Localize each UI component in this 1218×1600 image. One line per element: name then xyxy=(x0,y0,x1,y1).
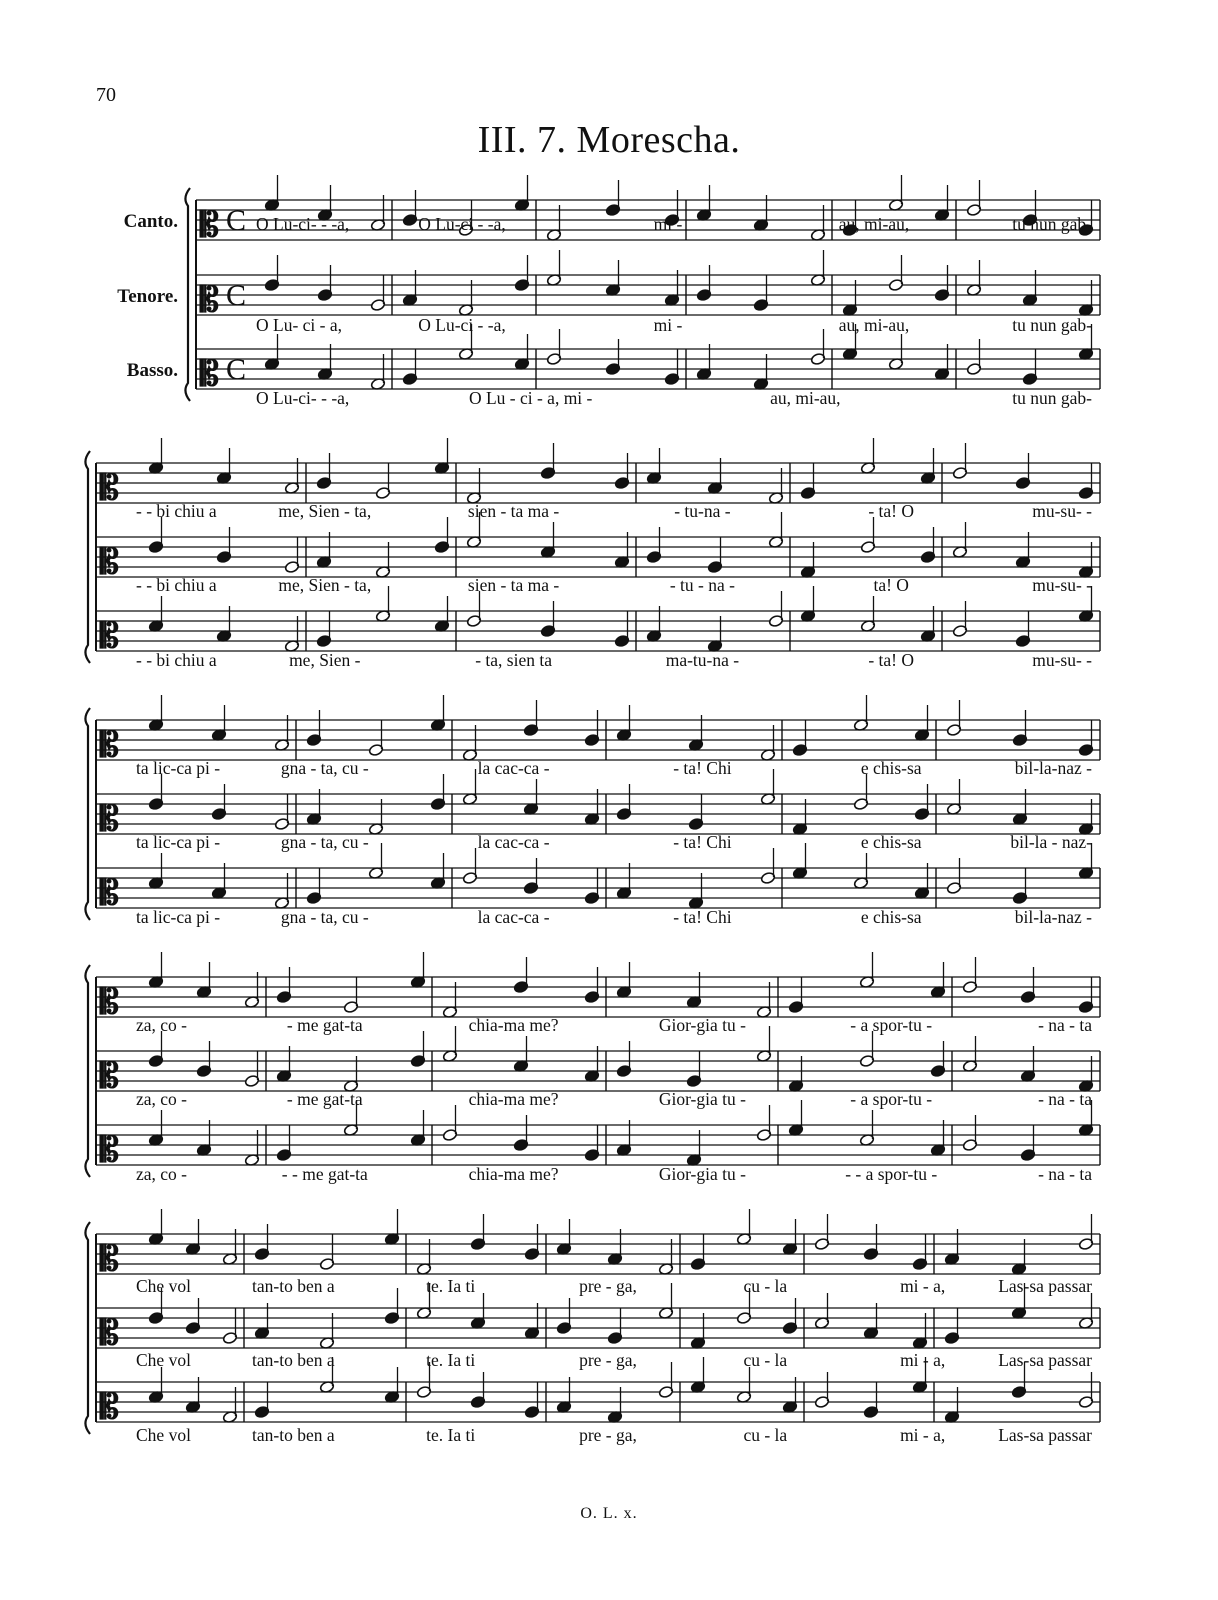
lyric-text: chia-ma me? xyxy=(468,1015,559,1035)
lyric-text: te. Ia ti xyxy=(426,1425,476,1445)
lyric-text: za, co - xyxy=(136,1164,188,1184)
system-bracket xyxy=(85,708,90,920)
signature-mark: O. L. x. xyxy=(580,1505,638,1522)
lyric-text: - - a spor-tu - xyxy=(845,1164,938,1184)
lyric-text: - - bi chiu a xyxy=(136,501,217,521)
system-bracket xyxy=(185,188,190,401)
lyric-text: au, mi-au, xyxy=(770,388,841,408)
lyric-text: mu-su- - xyxy=(1032,650,1092,670)
c-clef: 𝄡 xyxy=(100,1241,119,1278)
lyric-text: ta lic-ca pi - xyxy=(136,907,221,927)
lyric-text: Las-sa passar xyxy=(998,1276,1092,1296)
lyric-text: au, mi-au, xyxy=(838,214,910,234)
c-clef: 𝄡 xyxy=(100,875,119,912)
lyric-text: - na - ta xyxy=(1038,1015,1092,1035)
lyric-text: - na - ta xyxy=(1038,1164,1092,1184)
lyric-text: - ta! Chi xyxy=(673,907,732,927)
lyric-text: - a spor-tu - xyxy=(850,1015,933,1035)
c-clef: 𝄡 xyxy=(100,801,119,838)
page-number: 70 xyxy=(96,84,116,106)
lyric-text: ta lic-ca pi - xyxy=(136,832,221,852)
lyric-text: O Lu-ci - -a, xyxy=(418,214,506,234)
lyric-text: Gior-gia tu - xyxy=(658,1089,746,1109)
c-clef: 𝄡 xyxy=(200,282,219,319)
piece-title: III. 7. Morescha. xyxy=(477,119,741,161)
lyric-text: - a spor-tu - xyxy=(850,1089,933,1109)
c-clef: 𝄡 xyxy=(200,207,219,244)
lyric-text: mi - a, xyxy=(900,1425,946,1445)
lyric-text: gna - ta, cu - xyxy=(280,907,369,927)
lyric-text: tan-to ben a xyxy=(252,1350,335,1370)
lyric-text: - ta! Chi xyxy=(673,758,732,778)
lyric-text: e chis-sa xyxy=(860,832,922,852)
lyric-text: - - bi chiu a xyxy=(136,575,217,595)
lyric-text: - ta! O xyxy=(868,650,915,670)
lyric-text: te. Ia ti xyxy=(426,1276,476,1296)
lyric-text: me, Sien - ta, xyxy=(278,575,372,595)
lyric-text: mi - xyxy=(653,214,683,234)
lyric-text: - - bi chiu a xyxy=(136,650,217,670)
lyric-text: au, mi-au, xyxy=(838,315,910,335)
c-clef: 𝄡 xyxy=(100,1389,119,1426)
lyric-text: O Lu-ci- - -a, xyxy=(256,214,350,234)
lyric-text: gna - ta, cu - xyxy=(280,832,369,852)
lyric-text: mi - a, xyxy=(900,1350,946,1370)
lyric-text: Gior-gia tu - xyxy=(658,1015,746,1035)
lyric-text: mu-su- - xyxy=(1032,575,1092,595)
voice-label: Tenore. xyxy=(117,286,178,307)
c-clef: 𝄡 xyxy=(100,984,119,1021)
lyric-text: - tu - na - xyxy=(669,575,735,595)
lyric-text: za, co - xyxy=(136,1089,188,1109)
lyric-text: chia-ma me? xyxy=(468,1164,559,1184)
lyric-text: pre - ga, xyxy=(579,1276,637,1296)
lyric-text: tan-to ben a xyxy=(252,1276,335,1296)
lyric-text: O Lu- ci - a, xyxy=(256,315,343,335)
lyric-text: - ta! O xyxy=(868,501,915,521)
lyric-text: la cac-ca - xyxy=(477,758,550,778)
lyric-text: la cac-ca - xyxy=(477,907,550,927)
lyric-text: tu nun gab- xyxy=(1012,388,1092,408)
lyric-text: - ta! Chi xyxy=(673,832,732,852)
system-bracket xyxy=(85,1222,90,1434)
lyric-text: sien - ta ma - xyxy=(467,575,560,595)
lyric-text: chia-ma me? xyxy=(468,1089,559,1109)
lyric-text: Che vol xyxy=(136,1276,191,1296)
c-clef: 𝄡 xyxy=(100,1132,119,1169)
lyric-text: - na - ta xyxy=(1038,1089,1092,1109)
system-bracket xyxy=(85,965,90,1177)
lyric-text: pre - ga, xyxy=(579,1350,637,1370)
lyric-text: bil-la - naz- xyxy=(1010,832,1092,852)
c-clef: 𝄡 xyxy=(100,1315,119,1352)
lyric-text: mi - xyxy=(653,315,683,335)
lyric-text: za, co - xyxy=(136,1015,188,1035)
lyric-text: sien - ta ma - xyxy=(467,501,560,521)
time-signature: C xyxy=(226,279,247,312)
c-clef: 𝄡 xyxy=(100,470,119,507)
lyric-text: - ta, sien ta xyxy=(475,650,552,670)
lyric-text: cu - la xyxy=(743,1276,788,1296)
lyric-text: e chis-sa xyxy=(860,907,922,927)
time-signature: C xyxy=(226,353,247,386)
lyric-text: te. Ia ti xyxy=(426,1350,476,1370)
lyric-text: me, Sien - ta, xyxy=(278,501,372,521)
c-clef: 𝄡 xyxy=(100,544,119,581)
lyric-text: - me gat-ta xyxy=(286,1015,363,1035)
lyric-text: Las-sa passar xyxy=(998,1350,1092,1370)
lyric-text: - tu-na - xyxy=(674,501,731,521)
lyric-text: Che vol xyxy=(136,1350,191,1370)
lyric-text: mi - a, xyxy=(900,1276,946,1296)
lyric-text: ta lic-ca pi - xyxy=(136,758,221,778)
lyric-text: Che vol xyxy=(136,1425,191,1445)
lyric-text: O Lu-ci - -a, xyxy=(418,315,506,335)
lyric-text: pre - ga, xyxy=(579,1425,637,1445)
lyric-text: ma-tu-na - xyxy=(665,650,740,670)
lyric-text: Las-sa passar xyxy=(998,1425,1092,1445)
lyric-text: tan-to ben a xyxy=(252,1425,335,1445)
lyric-text: bil-la-naz - xyxy=(1014,758,1092,778)
lyric-text: la cac-ca - xyxy=(477,832,550,852)
lyric-text: e chis-sa xyxy=(860,758,922,778)
lyric-text: Gior-gia tu - xyxy=(658,1164,746,1184)
lyric-text: - - me gat-ta xyxy=(281,1164,368,1184)
lyric-text: ta! O xyxy=(873,575,909,595)
voice-label: Basso. xyxy=(126,360,178,381)
lyric-text: mu-su- - xyxy=(1032,501,1092,521)
lyric-text: me, Sien - xyxy=(289,650,361,670)
lyric-text: tu nun gab- xyxy=(1012,214,1092,234)
lyric-text: - me gat-ta xyxy=(286,1089,363,1109)
lyric-text: cu - la xyxy=(743,1350,788,1370)
c-clef: 𝄡 xyxy=(200,356,219,393)
voice-label: Canto. xyxy=(123,211,178,232)
lyric-text: gna - ta, cu - xyxy=(280,758,369,778)
c-clef: 𝄡 xyxy=(100,1058,119,1095)
c-clef: 𝄡 xyxy=(100,727,119,764)
lyric-text: O Lu-ci- - -a, xyxy=(256,388,350,408)
lyric-text: bil-la-naz - xyxy=(1014,907,1092,927)
time-signature: C xyxy=(226,204,247,237)
lyric-text: O Lu - ci - a, mi - xyxy=(468,388,593,408)
lyric-text: tu nun gab- xyxy=(1012,315,1092,335)
c-clef: 𝄡 xyxy=(100,618,119,655)
system-bracket xyxy=(85,451,90,663)
lyric-text: cu - la xyxy=(743,1425,788,1445)
